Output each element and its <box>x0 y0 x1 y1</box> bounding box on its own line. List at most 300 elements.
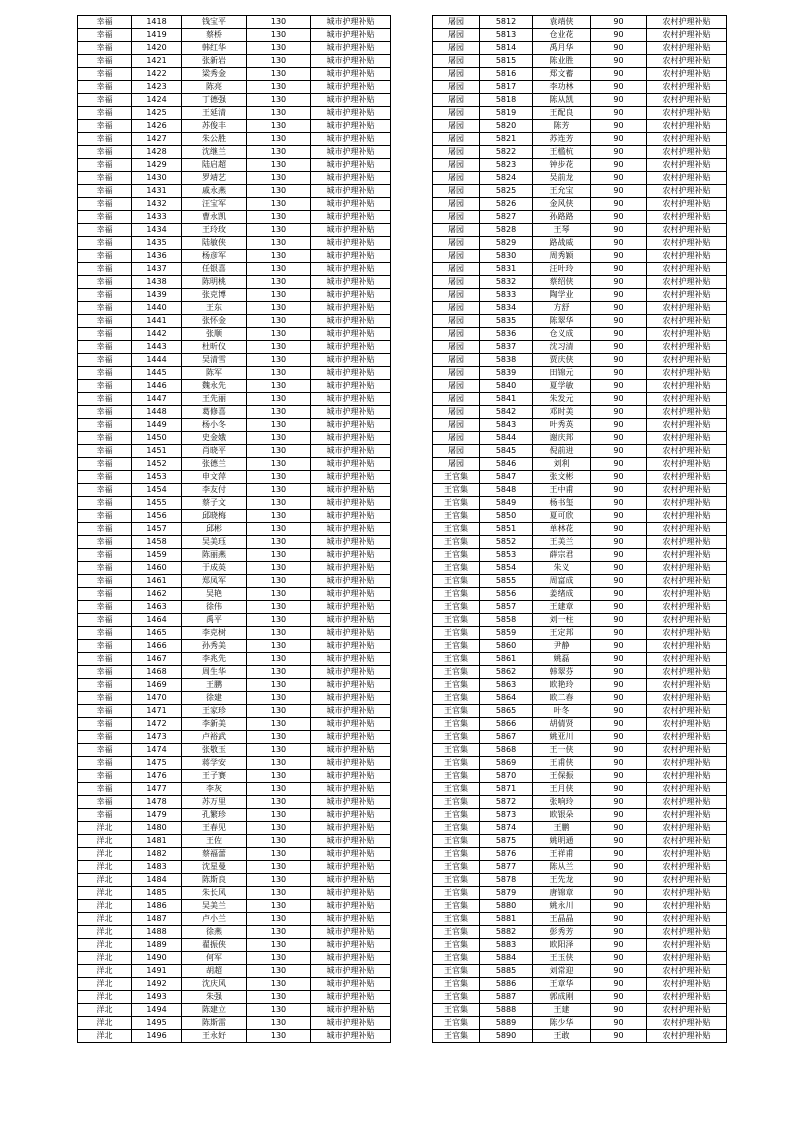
subsidy-type-cell: 农村护理补贴 <box>647 562 727 575</box>
subsidy-type-cell: 城市护理补贴 <box>311 848 391 861</box>
table-row <box>78 354 391 367</box>
subsidy-type-cell: 农村护理补贴 <box>647 510 727 523</box>
amount-cell: 90 <box>591 315 647 328</box>
table-row <box>78 185 391 198</box>
region-cell: 幸福 <box>78 16 132 29</box>
region-cell: 屠园 <box>433 380 480 393</box>
name-cell: 朱强 <box>182 991 247 1004</box>
subsidy-type-cell: 农村护理补贴 <box>647 614 727 627</box>
amount-cell: 130 <box>247 900 311 913</box>
subsidy-type-cell: 城市护理补贴 <box>311 146 391 159</box>
name-cell: 倪前进 <box>533 445 591 458</box>
name-cell: 郭成刚 <box>533 991 591 1004</box>
name-cell: 沈习清 <box>533 341 591 354</box>
region-cell: 王官集 <box>433 679 480 692</box>
table-row <box>78 55 391 68</box>
amount-cell: 90 <box>591 978 647 991</box>
region-cell: 王官集 <box>433 536 480 549</box>
region-cell: 洋北 <box>78 861 132 874</box>
table-row <box>433 575 727 588</box>
subsidy-type-cell: 城市护理补贴 <box>311 107 391 120</box>
amount-cell: 130 <box>247 510 311 523</box>
name-cell: 袁靖侠 <box>533 16 591 29</box>
subsidy-type-cell: 城市护理补贴 <box>311 445 391 458</box>
table-row <box>433 822 727 835</box>
table-row <box>433 341 727 354</box>
subsidy-type-cell: 城市护理补贴 <box>311 653 391 666</box>
table-row <box>78 224 391 237</box>
amount-cell: 90 <box>591 328 647 341</box>
name-cell: 禹平 <box>182 614 247 627</box>
name-cell: 田锦元 <box>533 367 591 380</box>
serial-cell: 5856 <box>480 588 533 601</box>
subsidy-type-cell: 城市护理补贴 <box>311 250 391 263</box>
serial-cell: 5874 <box>480 822 533 835</box>
table-row <box>433 172 727 185</box>
table-row <box>78 42 391 55</box>
serial-cell: 5815 <box>480 55 533 68</box>
serial-cell: 5843 <box>480 419 533 432</box>
name-cell: 刘利 <box>533 458 591 471</box>
table-row <box>78 978 391 991</box>
serial-cell: 5858 <box>480 614 533 627</box>
region-cell: 王官集 <box>433 965 480 978</box>
subsidy-type-cell: 农村护理补贴 <box>647 497 727 510</box>
name-cell: 邓时美 <box>533 406 591 419</box>
region-cell: 幸福 <box>78 549 132 562</box>
subsidy-type-cell: 农村护理补贴 <box>647 783 727 796</box>
table-row <box>78 1017 391 1030</box>
subsidy-type-cell: 农村护理补贴 <box>647 1030 727 1043</box>
amount-cell: 130 <box>247 1004 311 1017</box>
subsidy-type-cell: 城市护理补贴 <box>311 692 391 705</box>
table-row <box>433 211 727 224</box>
serial-cell: 1480 <box>132 822 182 835</box>
table-row <box>78 679 391 692</box>
name-cell: 陈建立 <box>182 1004 247 1017</box>
subsidy-type-cell: 城市护理补贴 <box>311 172 391 185</box>
name-cell: 史金娥 <box>182 432 247 445</box>
subsidy-type-cell: 农村护理补贴 <box>647 536 727 549</box>
region-cell: 幸福 <box>78 731 132 744</box>
region-cell: 屠园 <box>433 29 480 42</box>
serial-cell: 1469 <box>132 679 182 692</box>
table-row <box>78 29 391 42</box>
table-row <box>433 653 727 666</box>
table-row <box>78 16 391 29</box>
name-cell: 邱彬 <box>182 523 247 536</box>
name-cell: 汪叶玲 <box>533 263 591 276</box>
region-cell: 屠园 <box>433 263 480 276</box>
serial-cell: 5860 <box>480 640 533 653</box>
subsidy-type-cell: 城市护理补贴 <box>311 432 391 445</box>
name-cell: 陶学业 <box>533 289 591 302</box>
region-cell: 幸福 <box>78 55 132 68</box>
name-cell: 欧艳玲 <box>533 679 591 692</box>
amount-cell: 130 <box>247 562 311 575</box>
subsidy-type-cell: 城市护理补贴 <box>311 640 391 653</box>
serial-cell: 1491 <box>132 965 182 978</box>
subsidy-type-cell: 农村护理补贴 <box>647 68 727 81</box>
name-cell: 王甫侠 <box>533 757 591 770</box>
amount-cell: 90 <box>591 874 647 887</box>
table-row <box>433 601 727 614</box>
serial-cell: 1463 <box>132 601 182 614</box>
region-cell: 王官集 <box>433 1004 480 1017</box>
subsidy-type-cell: 农村护理补贴 <box>647 887 727 900</box>
region-cell: 幸福 <box>78 367 132 380</box>
serial-cell: 1483 <box>132 861 182 874</box>
amount-cell: 90 <box>591 29 647 42</box>
subsidy-type-cell: 城市护理补贴 <box>311 874 391 887</box>
region-cell: 洋北 <box>78 887 132 900</box>
region-cell: 幸福 <box>78 224 132 237</box>
name-cell: 任银喜 <box>182 263 247 276</box>
name-cell: 王玉侠 <box>533 952 591 965</box>
table-row <box>78 796 391 809</box>
amount-cell: 90 <box>591 757 647 770</box>
amount-cell: 130 <box>247 627 311 640</box>
serial-cell: 1490 <box>132 952 182 965</box>
serial-cell: 1468 <box>132 666 182 679</box>
subsidy-type-cell: 农村护理补贴 <box>647 380 727 393</box>
serial-cell: 1443 <box>132 341 182 354</box>
region-cell: 王官集 <box>433 796 480 809</box>
amount-cell: 130 <box>247 575 311 588</box>
serial-cell: 5880 <box>480 900 533 913</box>
name-cell: 王晶晶 <box>533 913 591 926</box>
region-cell: 屠园 <box>433 120 480 133</box>
name-cell: 贾庆侠 <box>533 354 591 367</box>
region-cell: 王官集 <box>433 575 480 588</box>
table-row <box>78 263 391 276</box>
table-row <box>78 692 391 705</box>
serial-cell: 5813 <box>480 29 533 42</box>
name-cell: 张敬玉 <box>182 744 247 757</box>
subsidy-type-cell: 农村护理补贴 <box>647 16 727 29</box>
region-cell: 王官集 <box>433 1017 480 1030</box>
region-cell: 幸福 <box>78 432 132 445</box>
region-cell: 王官集 <box>433 510 480 523</box>
table-row <box>433 55 727 68</box>
name-cell: 欧阳泽 <box>533 939 591 952</box>
region-cell: 屠园 <box>433 354 480 367</box>
amount-cell: 130 <box>247 861 311 874</box>
name-cell: 禹月华 <box>533 42 591 55</box>
amount-cell: 90 <box>591 94 647 107</box>
subsidy-type-cell: 农村护理补贴 <box>647 549 727 562</box>
subsidy-type-cell: 农村护理补贴 <box>647 601 727 614</box>
subsidy-type-cell: 农村护理补贴 <box>647 913 727 926</box>
region-cell: 王官集 <box>433 731 480 744</box>
amount-cell: 130 <box>247 16 311 29</box>
region-cell: 幸福 <box>78 679 132 692</box>
name-cell: 陈明桃 <box>182 276 247 289</box>
name-cell: 陈丽燕 <box>182 549 247 562</box>
region-cell: 洋北 <box>78 900 132 913</box>
table-row <box>433 94 727 107</box>
name-cell: 王延清 <box>182 107 247 120</box>
amount-cell: 90 <box>591 16 647 29</box>
region-cell: 王官集 <box>433 1030 480 1043</box>
name-cell: 张怀金 <box>182 315 247 328</box>
table-row <box>433 874 727 887</box>
left-subsidy-table <box>77 15 391 1043</box>
amount-cell: 130 <box>247 796 311 809</box>
amount-cell: 90 <box>591 237 647 250</box>
serial-cell: 5826 <box>480 198 533 211</box>
serial-cell: 5877 <box>480 861 533 874</box>
name-cell: 周生华 <box>182 666 247 679</box>
table-row <box>78 874 391 887</box>
subsidy-type-cell: 城市护理补贴 <box>311 601 391 614</box>
amount-cell: 130 <box>247 328 311 341</box>
subsidy-type-cell: 城市护理补贴 <box>311 55 391 68</box>
name-cell: 朱长风 <box>182 887 247 900</box>
serial-cell: 5863 <box>480 679 533 692</box>
table-row <box>78 497 391 510</box>
name-cell: 王槛杭 <box>533 146 591 159</box>
name-cell: 薛宗君 <box>533 549 591 562</box>
amount-cell: 130 <box>247 107 311 120</box>
region-cell: 洋北 <box>78 978 132 991</box>
region-cell: 幸福 <box>78 744 132 757</box>
subsidy-type-cell: 农村护理补贴 <box>647 289 727 302</box>
table-row <box>78 419 391 432</box>
region-cell: 幸福 <box>78 458 132 471</box>
region-cell: 王官集 <box>433 887 480 900</box>
amount-cell: 90 <box>591 588 647 601</box>
amount-cell: 90 <box>591 445 647 458</box>
name-cell: 孔繁珍 <box>182 809 247 822</box>
serial-cell: 5835 <box>480 315 533 328</box>
serial-cell: 5851 <box>480 523 533 536</box>
table-row <box>78 328 391 341</box>
serial-cell: 1492 <box>132 978 182 991</box>
table-row <box>433 393 727 406</box>
region-cell: 王官集 <box>433 562 480 575</box>
serial-cell: 5822 <box>480 146 533 159</box>
subsidy-type-cell: 农村护理补贴 <box>647 185 727 198</box>
table-row <box>433 458 727 471</box>
subsidy-type-cell: 农村护理补贴 <box>647 302 727 315</box>
amount-cell: 130 <box>247 978 311 991</box>
amount-cell: 90 <box>591 744 647 757</box>
subsidy-type-cell: 农村护理补贴 <box>647 731 727 744</box>
serial-cell: 1434 <box>132 224 182 237</box>
serial-cell: 1478 <box>132 796 182 809</box>
region-cell: 幸福 <box>78 523 132 536</box>
table-row <box>433 549 727 562</box>
subsidy-type-cell: 农村护理补贴 <box>647 835 727 848</box>
table-row <box>433 250 727 263</box>
subsidy-type-cell: 城市护理补贴 <box>311 1004 391 1017</box>
amount-cell: 130 <box>247 692 311 705</box>
subsidy-type-cell: 农村护理补贴 <box>647 198 727 211</box>
amount-cell: 130 <box>247 367 311 380</box>
serial-cell: 1427 <box>132 133 182 146</box>
table-row <box>433 315 727 328</box>
amount-cell: 130 <box>247 211 311 224</box>
serial-cell: 1440 <box>132 302 182 315</box>
name-cell: 王美兰 <box>533 536 591 549</box>
serial-cell: 1473 <box>132 731 182 744</box>
table-row <box>78 627 391 640</box>
amount-cell: 130 <box>247 614 311 627</box>
region-cell: 幸福 <box>78 341 132 354</box>
table-row <box>78 614 391 627</box>
subsidy-type-cell: 城市护理补贴 <box>311 627 391 640</box>
amount-cell: 130 <box>247 393 311 406</box>
amount-cell: 130 <box>247 848 311 861</box>
region-cell: 幸福 <box>78 107 132 120</box>
amount-cell: 90 <box>591 276 647 289</box>
name-cell: 徐伟 <box>182 601 247 614</box>
serial-cell: 5889 <box>480 1017 533 1030</box>
table-row <box>433 406 727 419</box>
serial-cell: 5845 <box>480 445 533 458</box>
subsidy-type-cell: 城市护理补贴 <box>311 16 391 29</box>
name-cell: 蔡绍侠 <box>533 276 591 289</box>
amount-cell: 130 <box>247 380 311 393</box>
name-cell: 陈亮 <box>182 81 247 94</box>
table-row <box>78 653 391 666</box>
table-row <box>78 757 391 770</box>
subsidy-type-cell: 城市护理补贴 <box>311 68 391 81</box>
subsidy-type-cell: 农村护理补贴 <box>647 770 727 783</box>
subsidy-type-cell: 城市护理补贴 <box>311 367 391 380</box>
name-cell: 姚磊 <box>533 653 591 666</box>
serial-cell: 1494 <box>132 1004 182 1017</box>
subsidy-type-cell: 城市护理补贴 <box>311 406 391 419</box>
table-row <box>78 848 391 861</box>
subsidy-type-cell: 城市护理补贴 <box>311 198 391 211</box>
serial-cell: 5857 <box>480 601 533 614</box>
region-cell: 洋北 <box>78 965 132 978</box>
serial-cell: 5837 <box>480 341 533 354</box>
amount-cell: 90 <box>591 679 647 692</box>
region-cell: 屠园 <box>433 328 480 341</box>
amount-cell: 90 <box>591 705 647 718</box>
serial-cell: 1475 <box>132 757 182 770</box>
region-cell: 洋北 <box>78 1030 132 1043</box>
subsidy-type-cell: 城市护理补贴 <box>311 29 391 42</box>
amount-cell: 130 <box>247 302 311 315</box>
table-row <box>433 120 727 133</box>
amount-cell: 90 <box>591 302 647 315</box>
region-cell: 幸福 <box>78 536 132 549</box>
subsidy-type-cell: 城市护理补贴 <box>311 510 391 523</box>
subsidy-type-cell: 农村护理补贴 <box>647 796 727 809</box>
serial-cell: 1470 <box>132 692 182 705</box>
amount-cell: 90 <box>591 835 647 848</box>
region-cell: 屠园 <box>433 419 480 432</box>
amount-cell: 90 <box>591 965 647 978</box>
amount-cell: 90 <box>591 185 647 198</box>
subsidy-type-cell: 城市护理补贴 <box>311 185 391 198</box>
name-cell: 唐锦章 <box>533 887 591 900</box>
name-cell: 杨小冬 <box>182 419 247 432</box>
amount-cell: 90 <box>591 861 647 874</box>
serial-cell: 1482 <box>132 848 182 861</box>
region-cell: 洋北 <box>78 939 132 952</box>
subsidy-type-cell: 城市护理补贴 <box>311 42 391 55</box>
region-cell: 幸福 <box>78 510 132 523</box>
subsidy-type-cell: 农村护理补贴 <box>647 159 727 172</box>
table-row <box>433 887 727 900</box>
serial-cell: 5842 <box>480 406 533 419</box>
amount-cell: 90 <box>591 42 647 55</box>
amount-cell: 90 <box>591 692 647 705</box>
region-cell: 幸福 <box>78 419 132 432</box>
amount-cell: 90 <box>591 224 647 237</box>
amount-cell: 130 <box>247 757 311 770</box>
table-row <box>78 601 391 614</box>
table-row <box>78 159 391 172</box>
region-cell: 王官集 <box>433 523 480 536</box>
table-row <box>78 393 391 406</box>
amount-cell: 90 <box>591 497 647 510</box>
amount-cell: 130 <box>247 315 311 328</box>
name-cell: 李新美 <box>182 718 247 731</box>
name-cell: 王永好 <box>182 1030 247 1043</box>
region-cell: 屠园 <box>433 367 480 380</box>
amount-cell: 90 <box>591 666 647 679</box>
name-cell: 陈从兰 <box>533 861 591 874</box>
table-row <box>78 588 391 601</box>
subsidy-type-cell: 城市护理补贴 <box>311 1030 391 1043</box>
table-row <box>433 16 727 29</box>
region-cell: 王官集 <box>433 653 480 666</box>
subsidy-type-cell: 农村护理补贴 <box>647 432 727 445</box>
name-cell: 陈翠华 <box>533 315 591 328</box>
subsidy-type-cell: 城市护理补贴 <box>311 523 391 536</box>
table-row <box>78 510 391 523</box>
table-row <box>78 1004 391 1017</box>
table-row <box>433 471 727 484</box>
serial-cell: 5883 <box>480 939 533 952</box>
serial-cell: 5830 <box>480 250 533 263</box>
amount-cell: 130 <box>247 601 311 614</box>
serial-cell: 5818 <box>480 94 533 107</box>
region-cell: 屠园 <box>433 159 480 172</box>
region-cell: 幸福 <box>78 796 132 809</box>
amount-cell: 90 <box>591 575 647 588</box>
region-cell: 王官集 <box>433 471 480 484</box>
table-row <box>433 419 727 432</box>
left-table-body <box>78 16 391 1043</box>
table-row <box>78 952 391 965</box>
serial-cell: 5848 <box>480 484 533 497</box>
serial-cell: 5882 <box>480 926 533 939</box>
name-cell: 王建 <box>533 1004 591 1017</box>
name-cell: 夏学敏 <box>533 380 591 393</box>
serial-cell: 5885 <box>480 965 533 978</box>
amount-cell: 90 <box>591 601 647 614</box>
region-cell: 幸福 <box>78 42 132 55</box>
subsidy-type-cell: 农村护理补贴 <box>647 874 727 887</box>
subsidy-type-cell: 农村护理补贴 <box>647 237 727 250</box>
region-cell: 屠园 <box>433 315 480 328</box>
region-cell: 屠园 <box>433 250 480 263</box>
name-cell: 张新岩 <box>182 55 247 68</box>
amount-cell: 130 <box>247 198 311 211</box>
subsidy-type-cell: 城市护理补贴 <box>311 978 391 991</box>
amount-cell: 130 <box>247 939 311 952</box>
amount-cell: 90 <box>591 146 647 159</box>
region-cell: 屠园 <box>433 445 480 458</box>
serial-cell: 5816 <box>480 68 533 81</box>
